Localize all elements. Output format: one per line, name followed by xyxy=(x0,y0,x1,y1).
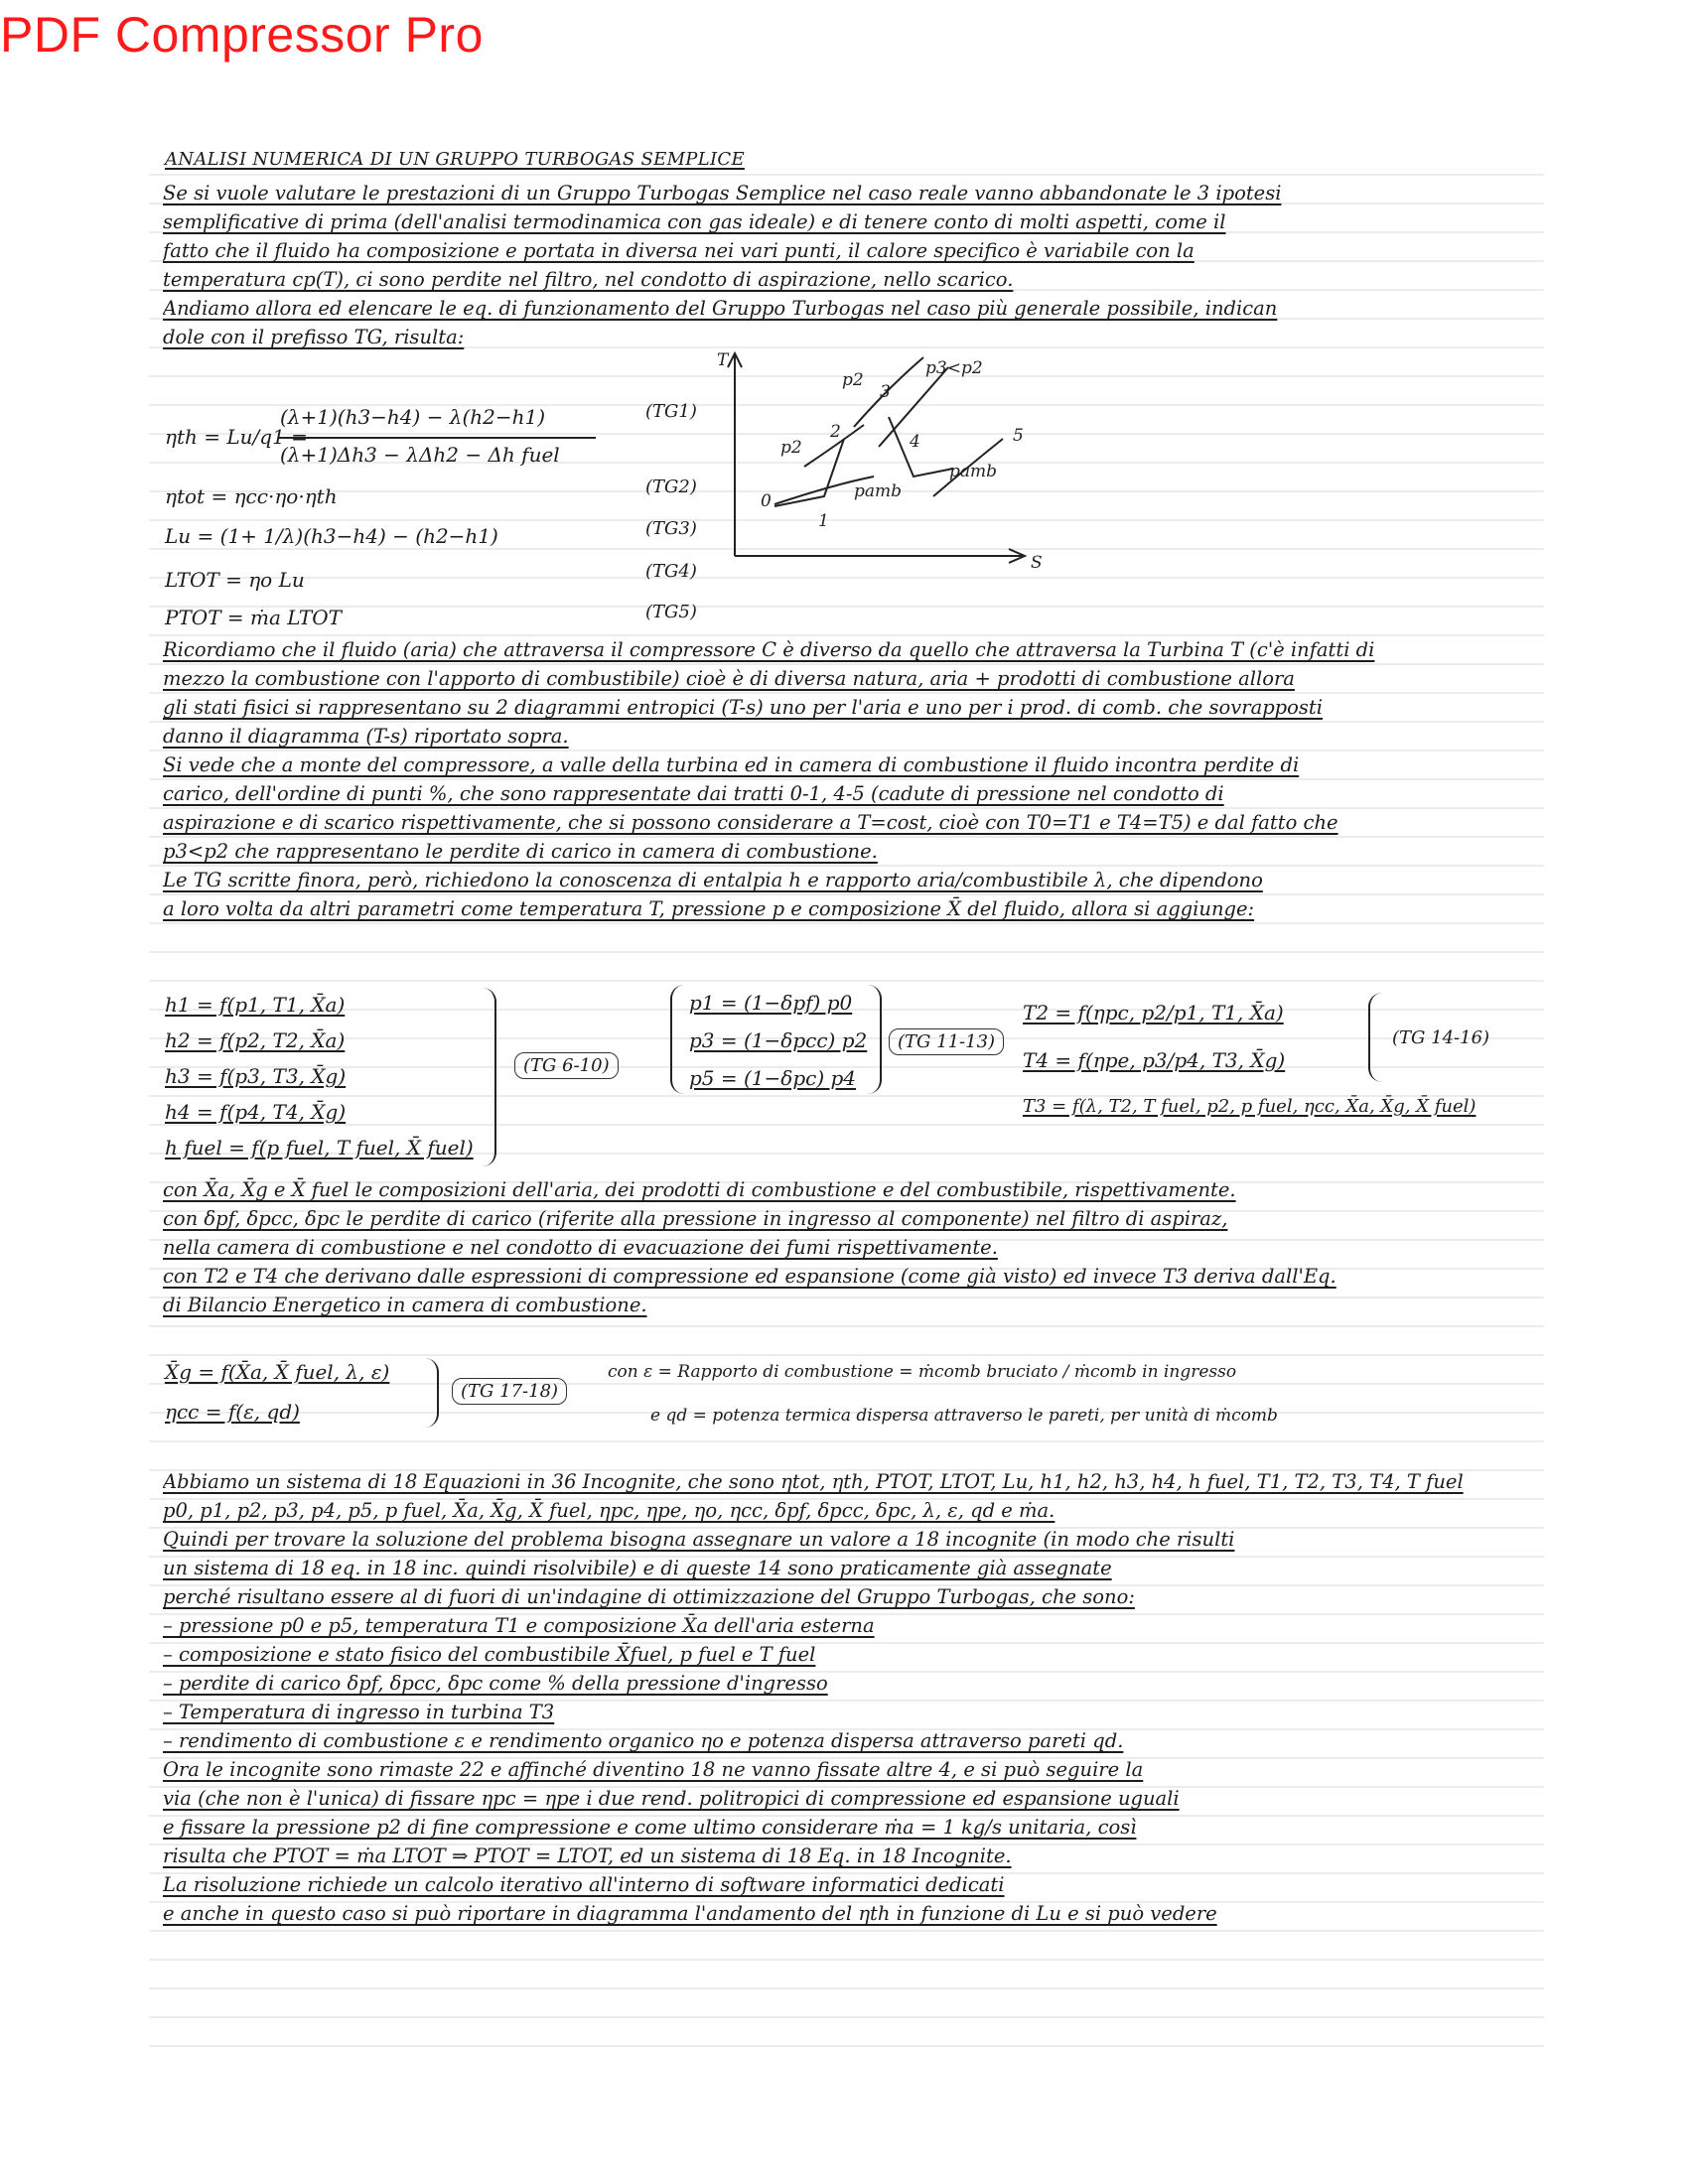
mid-line: a loro volta da altri parametri come temperatura T, pressione p e composizione X̄ del fluido, allora si aggiunge: xyxy=(163,897,1255,920)
label-p3-lt-p2: p3<p2 xyxy=(925,358,983,378)
eq-t3: T3 = f(λ, T2, T fuel, p2, p fuel, ηcc, X̄a, X̄g, X̄ fuel) xyxy=(1023,1096,1477,1117)
mid-line: carico, dell'ordine di punti %, che sono rappresentate dai tratti 0-1, 4-5 (cadute di pressione nel condotto di xyxy=(163,782,1224,805)
final-line: – pressione p0 e p5, temperatura T1 e composizione X̄a dell'aria esterna xyxy=(163,1614,875,1637)
final-line: – composizione e stato fisico del combustibile X̄fuel, p fuel e T fuel xyxy=(163,1643,816,1666)
after-line: con δpf, δpcc, δpc le perdite di carico (riferite alla pressione in ingresso al componente) nel filtro di aspiraz, xyxy=(163,1207,1228,1230)
final-line: e anche in questo caso si può riportare in diagramma l'andamento del ηth in funzione di Lu e si può vedere xyxy=(163,1902,1217,1925)
eq-tg1-fraction-bar xyxy=(278,437,596,439)
brace-p-right xyxy=(864,985,882,1094)
eq-p5: p5 = (1−δpc) p4 xyxy=(689,1066,857,1090)
brace-t xyxy=(1368,993,1392,1082)
eq-tg1-denominator: (λ+1)Δh3 − λΔh2 − Δh fuel xyxy=(280,443,560,467)
after-paragraph xyxy=(163,1175,1533,1319)
final-line: La risoluzione richiede un calcolo iterativo all'interno di software informatici dedicati xyxy=(163,1873,1005,1896)
eq-tg3-tag: (TG3) xyxy=(645,518,697,539)
final-line: risulta che PTOT = ṁa LTOT ⇒ PTOT = LTOT, ed un sistema di 18 Eq. in 18 Incognite. xyxy=(163,1844,1012,1867)
epsilon-definition: con ε = Rapporto di combustione = ṁcomb bruciato / ṁcomb in ingresso xyxy=(608,1362,1237,1382)
ts-diagram xyxy=(715,347,1072,576)
page-title: ANALISI NUMERICA DI UN GRUPPO TURBOGAS SEMPLICE xyxy=(165,149,745,170)
final-line: un sistema di 18 eq. in 18 inc. quindi risolvibile) e di queste 14 sono praticamente già assegnate xyxy=(163,1557,1112,1579)
eq-p3: p3 = (1−δpcc) p2 xyxy=(689,1028,868,1052)
eq-tg3: Lu = (1+ 1/λ)(h3−h4) − (h2−h1) xyxy=(165,524,498,548)
brace-x xyxy=(419,1358,439,1428)
t-axis-label: T xyxy=(717,350,729,370)
intro-line: Se si vuole valutare le prestazioni di un Gruppo Turbogas Semplice nel caso reale vanno abbandonate le 3 ipotesi xyxy=(163,182,1282,205)
mid-line: gli stati fisici si rappresentano su 2 diagrammi entropici (T-s) uno per l'aria e uno per i prod. di comb. che sovrapposti xyxy=(163,696,1323,719)
point-3: 3 xyxy=(880,382,891,402)
point-1: 1 xyxy=(818,511,829,531)
eq-h2: h2 = f(p2, T2, X̄a) xyxy=(165,1028,346,1052)
tag-tg17-18: (TG 17-18) xyxy=(452,1378,567,1405)
label-pamb-low: pamb xyxy=(854,481,903,501)
final-line: perché risultano essere al di fuori di un'indagine di ottimizzazione del Gruppo Turbogas, che sono: xyxy=(163,1585,1135,1608)
final-line: Quindi per trovare la soluzione del problema bisogna assegnare un valore a 18 incognite (in modo che risulti xyxy=(163,1528,1235,1551)
final-line: e fissare la pressione p2 di fine compressione e come ultimo considerare ṁa = 1 kg/s unitaria, così xyxy=(163,1816,1137,1839)
expansion-curve xyxy=(889,417,953,477)
point-5: 5 xyxy=(1013,426,1024,446)
label-p2: p2 xyxy=(780,438,802,458)
final-line: – perdite di carico δpf, δpcc, δpc come % della pressione d'ingresso xyxy=(163,1672,828,1695)
final-line: – Temperatura di ingresso in turbina T3 xyxy=(163,1701,555,1723)
eq-etacc: ηcc = f(ε, qd) xyxy=(165,1400,300,1424)
after-line: con X̄a, X̄g e X̄ fuel le composizioni dell'aria, dei prodotti di combustione e del combustibile, rispettivamente. xyxy=(163,1178,1236,1201)
eq-p1: p1 = (1−δpf) p0 xyxy=(689,991,853,1015)
tag-tg11-13: (TG 11-13) xyxy=(889,1028,1004,1055)
eq-h1: h1 = f(p1, T1, X̄a) xyxy=(165,993,346,1017)
eq-tg2-tag: (TG2) xyxy=(645,477,697,497)
qd-definition: e qd = potenza termica dispersa attraverso le pareti, per unità di ṁcomb xyxy=(650,1406,1278,1426)
eq-hfuel: h fuel = f(p fuel, T fuel, X̄ fuel) xyxy=(165,1136,474,1160)
point-4: 4 xyxy=(910,432,920,452)
eq-tg4: LTOT = ηo Lu xyxy=(165,568,305,592)
intro-line: temperatura cp(T), ci sono perdite nel filtro, nel condotto di aspirazione, nello scarico. xyxy=(163,268,1014,291)
mid-line: mezzo la combustione con l'apporto di combustibile) cioè è di diversa natura, aria + prodotti di combustione allora xyxy=(163,667,1295,690)
mid-line: aspirazione e di scarico rispettivamente, che si possono considerare a T=cost, cioè con T0=T1 e T4=T5) e dal fatto che xyxy=(163,811,1338,834)
eq-h3: h3 = f(p3, T3, X̄g) xyxy=(165,1064,347,1088)
intro-line: fatto che il fluido ha composizione e portata in diversa nei vari punti, il calore specifico è variabile con la xyxy=(163,239,1195,262)
point-0: 0 xyxy=(761,491,772,511)
final-line: via (che non è l'unica) di fissare ηpc = ηpe i due rend. politropici di compressione ed espansione uguali xyxy=(163,1787,1180,1810)
brace-h xyxy=(467,988,496,1166)
stamp-text: PDF Compressor Pro xyxy=(0,7,484,63)
mid-paragraph xyxy=(163,635,1533,923)
eq-tg1-lhs: ηth = Lu/q1 = xyxy=(165,425,308,449)
final-line: Ora le incognite sono rimaste 22 e affinché diventino 18 ne vanno fissate altre 4, e si può seguire la xyxy=(163,1758,1144,1781)
final-line: – rendimento di combustione ε e rendimento organico ηo e potenza dispersa attraverso pareti qd. xyxy=(163,1729,1124,1752)
mid-line: danno il diagramma (T-s) riportato sopra. xyxy=(163,725,569,748)
mid-line: Si vede che a monte del compressore, a valle della turbina ed in camera di combustione il fluido incontra perdite di xyxy=(163,753,1300,776)
eq-t4: T4 = f(ηpe, p3/p4, T3, X̄g) xyxy=(1023,1048,1286,1072)
tag-tg6-10: (TG 6-10) xyxy=(514,1052,619,1079)
eq-t2: T2 = f(ηpc, p2/p1, T1, X̄a) xyxy=(1023,1001,1284,1024)
eq-tg1-tag: (TG1) xyxy=(645,401,697,422)
final-line: Abbiamo un sistema di 18 Equazioni in 36 Incognite, che sono ηtot, ηth, PTOT, LTOT, Lu, h1, h2, h3, h4, h fuel, T1, T2, T3, T4, T fuel xyxy=(163,1470,1464,1493)
mid-line: p3<p2 che rappresentano le perdite di carico in camera di combustione. xyxy=(163,840,878,863)
after-line: nella camera di combustione e nel condotto di evacuazione dei fumi rispettivamente. xyxy=(163,1236,998,1259)
point-2: 2 xyxy=(830,422,841,442)
s-axis-label: S xyxy=(1031,553,1043,573)
tag-tg14-16: (TG 14-16) xyxy=(1392,1027,1490,1048)
eq-tg5: PTOT = ṁa LTOT xyxy=(165,606,342,629)
final-paragraph xyxy=(163,1467,1533,1928)
eq-tg5-tag: (TG5) xyxy=(645,602,697,622)
intro-line: dole con il prefisso TG, risulta: xyxy=(163,326,465,348)
eq-h4: h4 = f(p4, T4, X̄g) xyxy=(165,1100,347,1124)
label-pamb-high: pamb xyxy=(949,462,998,481)
mid-line: Le TG scritte finora, però, richiedono la conoscenza di entalpia h e rapporto aria/combustibile λ, che dipendono xyxy=(163,869,1263,891)
final-line: p0, p1, p2, p3, p4, p5, p fuel, X̄a, X̄g, X̄ fuel, ηpc, ηpe, ηo, ηcc, δpf, δpcc, δpc, λ, ε, qd e ṁa. xyxy=(163,1499,1055,1522)
label-p2-top: p2 xyxy=(842,370,864,390)
intro-line: Andiamo allora ed elencare le eq. di funzionamento del Gruppo Turbogas nel caso più generale possibile, indican xyxy=(163,297,1278,320)
mid-line: Ricordiamo che il fluido (aria) che attraversa il compressore C è diverso da quello che attraversa la Turbina T (c'è infatti di xyxy=(163,638,1375,661)
eq-tg1-numerator: (λ+1)(h3−h4) − λ(h2−h1) xyxy=(280,405,546,429)
intro-line: semplificative di prima (dell'analisi termodinamica con gas ideale) e di tenere conto di molti aspetti, come il xyxy=(163,210,1226,233)
after-line: con T2 e T4 che derivano dalle espressioni di compressione ed espansione (come già visto) ed invece T3 deriva dall'Eq. xyxy=(163,1265,1336,1288)
eq-tg2: ηtot = ηcc·ηo·ηth xyxy=(165,484,338,508)
after-line: di Bilancio Energetico in camera di combustione. xyxy=(163,1294,647,1316)
eq-tg4-tag: (TG4) xyxy=(645,561,697,582)
intro-paragraph xyxy=(163,179,1533,351)
eq-xg: X̄g = f(X̄a, X̄ fuel, λ, ε) xyxy=(165,1360,390,1384)
